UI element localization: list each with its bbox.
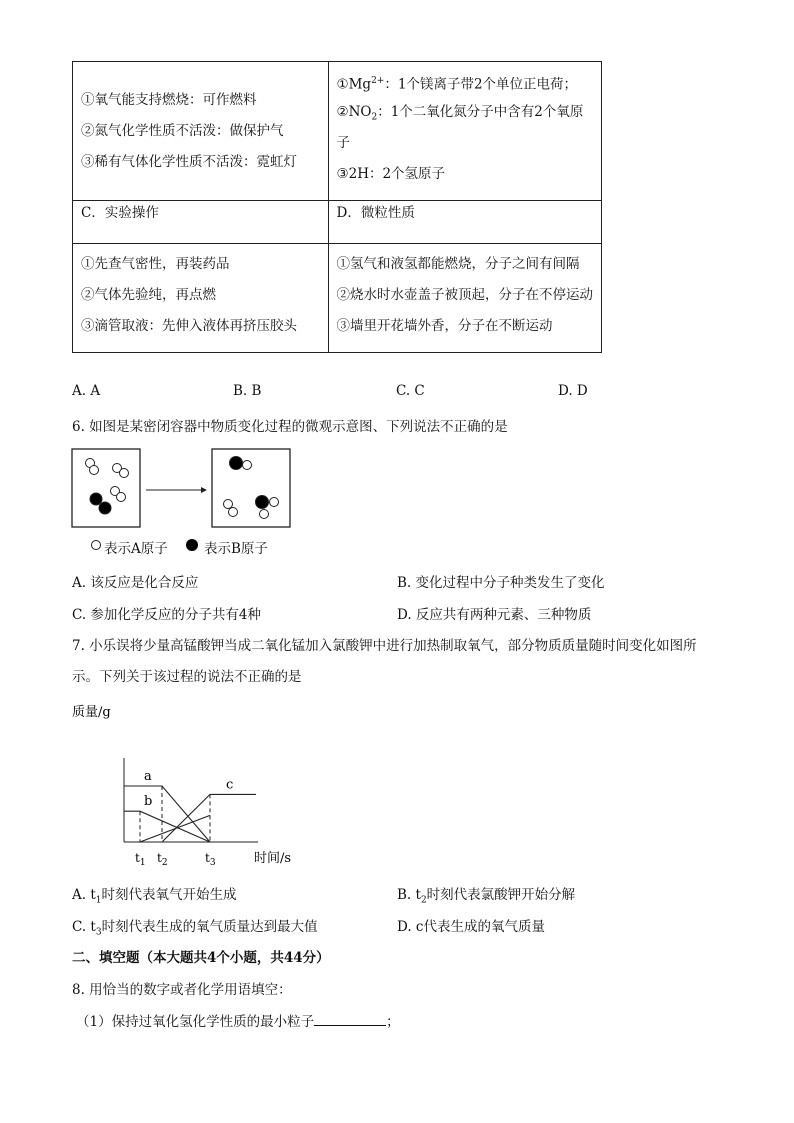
table-line: ③滴管取液：先伸入液体再挤压胶头 <box>81 318 297 334</box>
table-line: ①氧气能支持燃烧：可作燃料 <box>81 91 257 108</box>
question-7-stem-line1: 7. 小乐误将少量高锰酸钾当成二氧化锰加入氯酸钾中进行加热制取氧气，部分物质质量随时间变化如图所 <box>72 638 697 654</box>
legend-a-label: 表示A原子 <box>104 541 168 557</box>
after-particles <box>224 457 279 519</box>
option-b: B. $t_2$时刻代表氯酸钾开始分解 <box>397 887 576 906</box>
series-c-line <box>162 794 256 842</box>
section-2-heading: 二、填空题（本大题共4个小题，共44分） <box>72 950 330 966</box>
option-c: C. C <box>396 383 425 399</box>
table-line: ①先查气密性，再装药品 <box>81 256 230 272</box>
option-c: C. $t_3$时刻代表生成的氧气质量达到最大值 <box>72 919 318 938</box>
option-c: C. 参加化学反应的分子共有4种 <box>72 607 262 623</box>
mass-time-chart <box>70 698 310 870</box>
table-cell-c <box>73 244 329 353</box>
table-line: $②NO_2$：1个二氧化氮分子中含有2个氧原 <box>336 104 584 123</box>
option-b: B. B <box>233 383 262 399</box>
table-header-c: C．实验操作 <box>73 201 329 244</box>
x-tick-label-t2: $t_2$ <box>157 851 168 868</box>
series-line-4 <box>140 815 210 842</box>
answer-blank[interactable] <box>314 1012 386 1026</box>
series-a-label: a <box>144 769 152 784</box>
atom-a-legend-icon <box>92 541 101 550</box>
before-box <box>72 449 140 527</box>
option-d: D. 反应共有两种元素、三种物质 <box>397 607 592 623</box>
option-d: D. D <box>558 383 588 399</box>
series-a-line <box>124 786 210 842</box>
table-line: ③墙里开花墙外香，分子在不断运动 <box>336 318 553 334</box>
question-5-table <box>72 61 602 353</box>
option-a: A. A <box>72 383 101 399</box>
table-header-d: D．微粒性质 <box>328 201 602 244</box>
table-line: 子 <box>336 135 350 151</box>
option-a: A. $t_1$时刻代表氧气开始生成 <box>72 887 237 906</box>
arrow-head <box>201 487 207 493</box>
question-7-stem-line2: 示。下列关于该过程的说法不正确的是 <box>72 669 302 685</box>
table-line: ③2H：2个氢原子 <box>336 166 446 182</box>
table-line: ②气体先验纯，再点燃 <box>81 287 216 303</box>
option-a: A. 该反应是化合反应 <box>72 575 199 591</box>
x-tick-label-t3: $t_3$ <box>205 851 216 868</box>
x-tick-label-t1: $t_1$ <box>135 851 146 868</box>
series-c-label: c <box>226 777 234 793</box>
option-b: B. 变化过程中分子种类发生了变化 <box>397 575 605 591</box>
legend-b-label: 表示B原子 <box>204 541 268 557</box>
atom-b-legend-icon <box>186 539 198 551</box>
table-cell-d <box>328 244 602 353</box>
after-box <box>212 449 290 527</box>
question-8-stem: 8. 用恰当的数字或者化学用语填空： <box>72 982 292 998</box>
table-line: $①Mg^{2+}$：1个镁离子带2个单位正电荷； <box>336 76 578 93</box>
question-8-part-1: （1）保持过氧化氢化学性质的最小粒子 ； <box>76 1014 400 1030</box>
before-particles <box>86 459 129 515</box>
table-cell-symbols <box>328 62 602 201</box>
y-axis-label: 质量/g <box>72 705 111 720</box>
x-axis-label: 时间/s <box>254 851 292 866</box>
option-d: D. c代表生成的氧气质量 <box>397 919 545 935</box>
table-line: ①氢气和液氢都能燃烧，分子之间有间隔 <box>336 256 580 272</box>
table-line: ②氮气化学性质不活泼：做保护气 <box>81 122 284 139</box>
table-line: ③稀有气体化学性质不活泼：霓虹灯 <box>81 153 297 170</box>
series-b-label: b <box>144 794 153 810</box>
table-cell-b-uses <box>73 62 329 201</box>
table-line: ②烧水时水壶盖子被顶起，分子在不停运动 <box>336 287 593 303</box>
question-6-stem: 6. 如图是某密闭容器中物质变化过程的微观示意图、下列说法不正确的是 <box>72 419 508 435</box>
